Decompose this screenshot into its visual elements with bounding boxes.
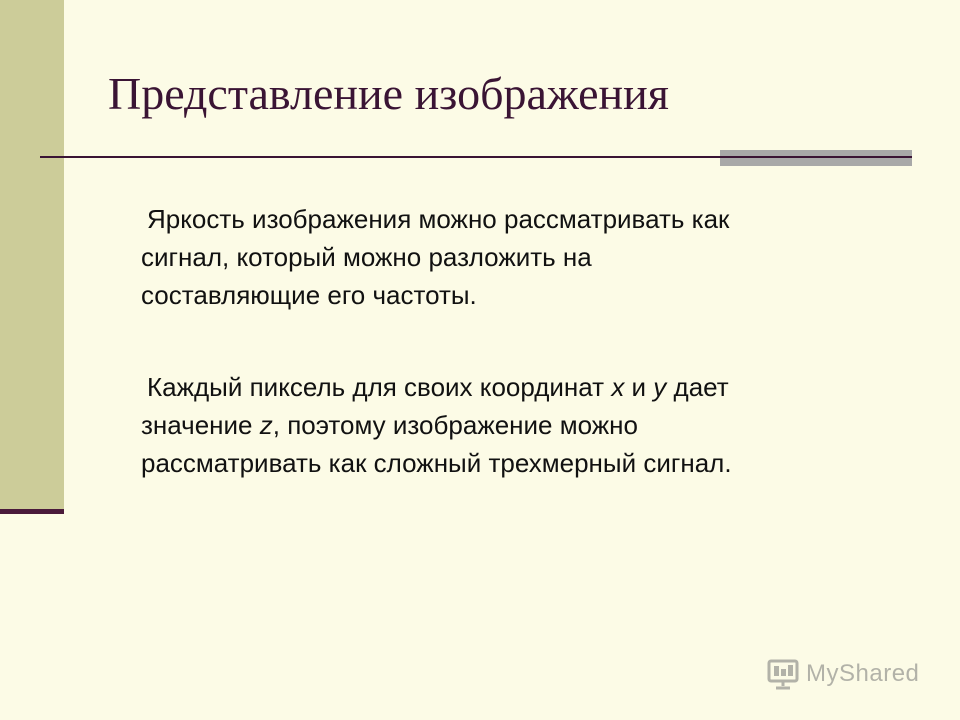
title-rule-thin [40, 156, 912, 158]
paragraph-pixel-coordinates [141, 368, 901, 482]
slide-title: Представление изображения [108, 68, 669, 119]
paragraph-line: сигнал, который можно разложить на [141, 242, 592, 272]
paragraph-line: Каждый пиксель для своих координат x и y дает [147, 372, 729, 402]
paragraph-line: рассматривать как сложный трехмерный сигнал. [141, 448, 732, 478]
left-accent-bar [0, 0, 64, 510]
paragraph-line: значение z, поэтому изображение можно [141, 410, 638, 440]
paragraph-brightness [141, 200, 901, 314]
paragraph-line: составляющие его частоты. [141, 280, 477, 310]
paragraph-line: Яркость изображения можно рассматривать как [147, 204, 730, 234]
watermark-text: MyShared [806, 660, 920, 687]
watermark [766, 654, 919, 694]
presentation-screen-icon [766, 657, 800, 691]
title-rule-thick [720, 150, 912, 166]
left-accent-bar-cap [0, 509, 64, 514]
